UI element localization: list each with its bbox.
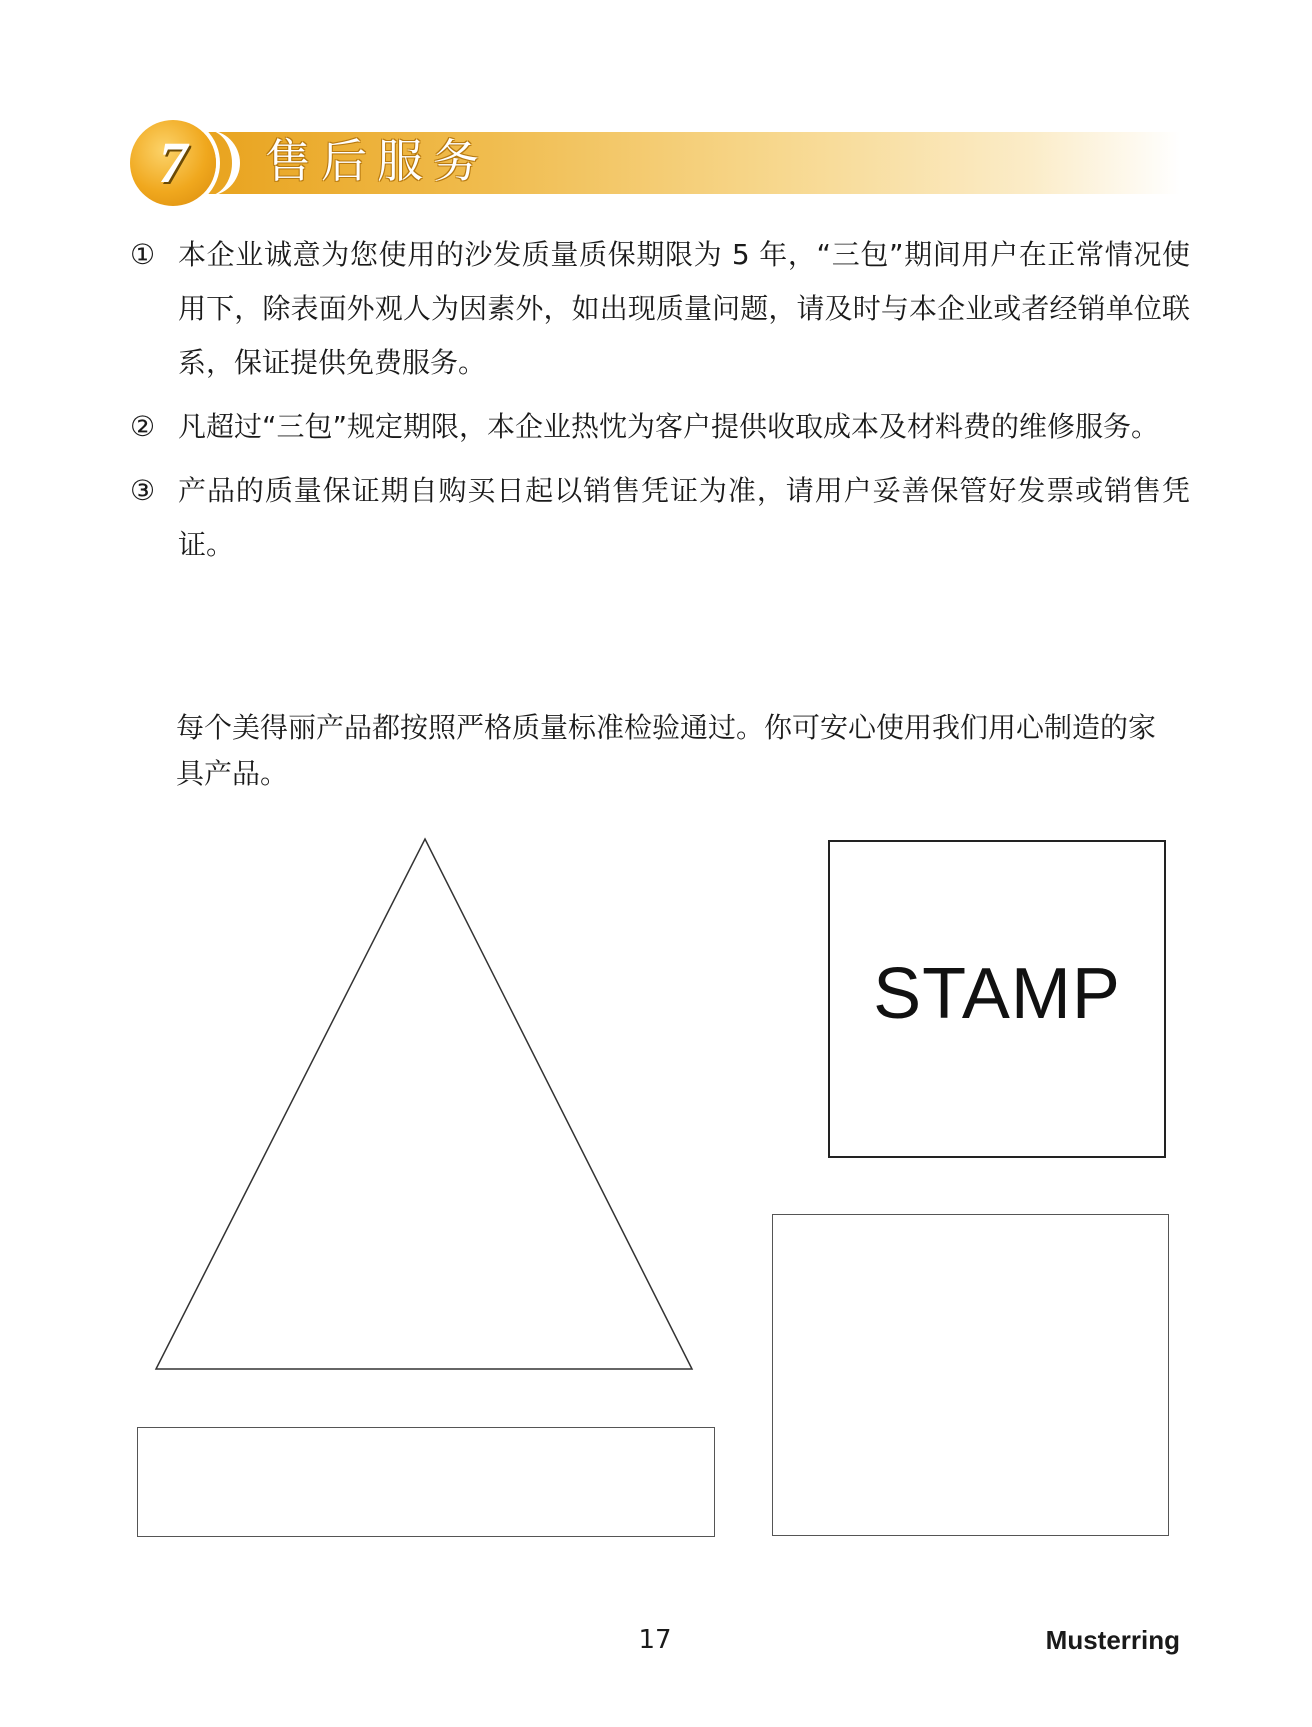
page-number: 17	[638, 1625, 672, 1655]
list-item-text: 凡超过“三包”规定期限，本企业热忱为客户提供收取成本及材料费的维修服务。	[178, 410, 1160, 443]
stamp-label: STAMP	[873, 954, 1121, 1034]
list-item	[130, 464, 1190, 572]
section-title: 售后服务	[265, 134, 489, 188]
quality-note: 每个美得丽产品都按照严格质量标准检验通过。你可安心使用我们用心制造的家具产品。	[176, 711, 1157, 790]
section-number: 7	[158, 130, 188, 195]
section-header	[130, 120, 1180, 210]
triangle-outline	[150, 835, 710, 1385]
brand-name: Musterring	[1045, 1625, 1180, 1655]
list-item-marker: ②	[130, 410, 156, 443]
list-item-text: 产品的质量保证期自购买日起以销售凭证为准，请用户妥善保管好发票或销售凭证。	[178, 474, 1190, 561]
blank-box-bottom	[137, 1427, 715, 1537]
warranty-terms-list	[130, 228, 1190, 582]
list-item-text: 本企业诚意为您使用的沙发质量质保期限为 5 年，“三包”期间用户在正常情况使用下，除表面外观人为因素外，如出现质量问题，请及时与本企业或者经销单位联系，保证提供免费服务。	[178, 238, 1190, 379]
list-item-marker: ①	[130, 238, 156, 271]
stamp-box	[828, 840, 1166, 1158]
list-item-marker: ③	[130, 474, 156, 507]
list-item	[130, 400, 1190, 454]
list-item	[130, 228, 1190, 390]
blank-box-right	[772, 1214, 1169, 1536]
